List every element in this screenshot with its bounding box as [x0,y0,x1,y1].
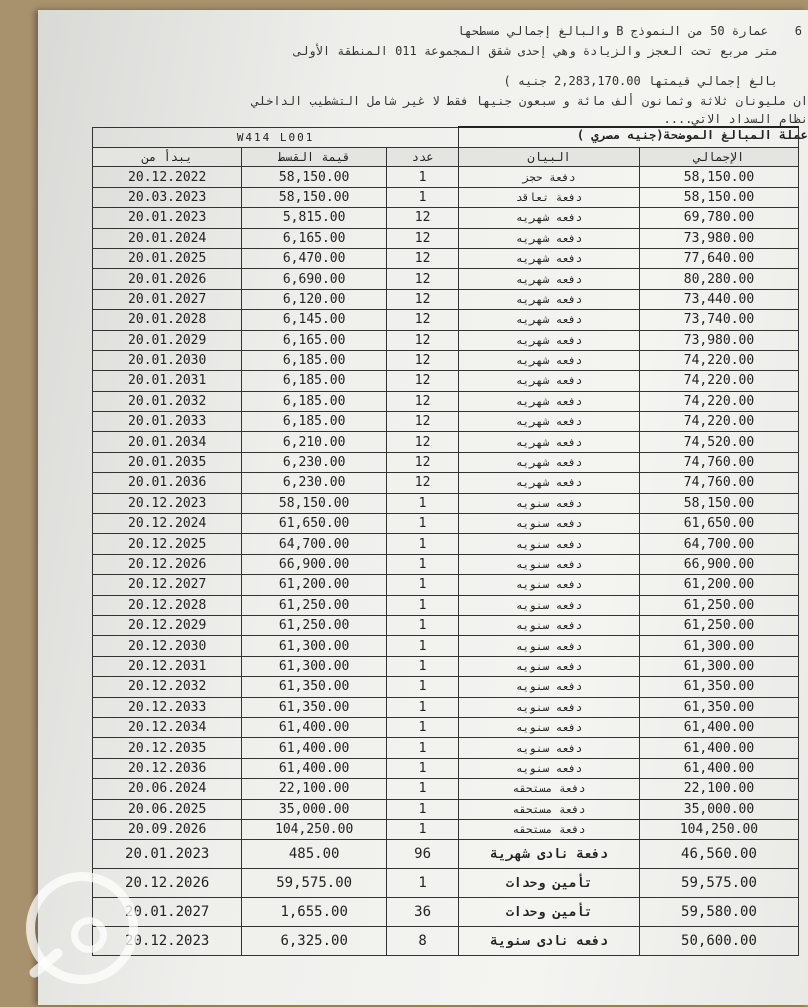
cell-total: 59,580.00 [639,898,798,927]
cell-start-date: 20.12.2026 [93,869,242,898]
table-row [93,779,799,799]
cell-count: 96 [386,840,458,869]
cell-installment-amount: 1,655.00 [242,898,387,927]
cell-total: 58,150.00 [639,167,798,187]
cell-total: 73,980.00 [639,228,798,248]
table-row [93,697,799,717]
cell-description: دفعة حجز [459,167,640,187]
cell-installment-amount: 61,350.00 [242,697,387,717]
table-row [93,412,799,432]
cell-total: 61,400.00 [639,738,798,758]
cell-count: 1 [386,758,458,778]
cell-count: 1 [386,738,458,758]
cell-description: دفعه سنويه [459,677,640,697]
cell-start-date: 20.12.2027 [93,575,242,595]
cell-description: دفعة نادى شهرية [459,840,640,869]
cell-description: دفعه سنويه [459,595,640,615]
cell-installment-amount: 6,470.00 [242,248,387,268]
cell-description: دفعة مستحقه [459,779,640,799]
cell-count: 1 [386,187,458,207]
cell-installment-amount: 61,300.00 [242,636,387,656]
cell-description: دفعه شهريه [459,330,640,350]
header-line-1c: عمارة 50 من النموذج B والبالغ إجمالي مسطحها [457,24,768,38]
cell-total: 61,400.00 [639,717,798,737]
cell-total: 61,400.00 [639,758,798,778]
cell-installment-amount: 22,100.00 [242,779,387,799]
cell-start-date: 20.12.2023 [93,493,242,513]
unit-codes: W414 L001 [93,127,459,148]
cell-count: 12 [386,371,458,391]
cell-total: 74,760.00 [639,473,798,493]
cell-description: دفعه شهريه [459,412,640,432]
cell-count: 12 [386,391,458,411]
column-header-description: البيان [459,148,640,167]
cell-total: 58,150.00 [639,187,798,207]
table-row [93,208,799,228]
cell-total: 77,640.00 [639,248,798,268]
cell-total: 74,220.00 [639,350,798,370]
cell-count: 12 [386,310,458,330]
cell-start-date: 20.09.2026 [93,819,242,839]
cell-total: 35,000.00 [639,799,798,819]
table-row [93,927,799,956]
cell-installment-amount: 58,150.00 [242,167,387,187]
cell-start-date: 20.01.2027 [93,898,242,927]
cell-start-date: 20.01.2028 [93,310,242,330]
header-line-1: متر مربع تحت العجز والزيادة وهي إحدى شقق المجموعة 011 المنطقة الأولى [293,44,778,58]
cell-installment-amount: 61,300.00 [242,656,387,676]
table-row [93,187,799,207]
cell-installment-amount: 6,230.00 [242,452,387,472]
column-header-date: يبدأ من [93,148,242,167]
cell-count: 12 [386,432,458,452]
table-row [93,656,799,676]
cell-description: دفعه سنويه [459,575,640,595]
cell-description: دفعه شهريه [459,269,640,289]
cell-start-date: 20.01.2033 [93,412,242,432]
cell-start-date: 20.01.2035 [93,452,242,472]
cell-installment-amount: 59,575.00 [242,869,387,898]
cell-count: 12 [386,412,458,432]
cell-count: 1 [386,779,458,799]
table-row [93,554,799,574]
cell-installment-amount: 35,000.00 [242,799,387,819]
cell-installment-amount: 6,120.00 [242,289,387,309]
table-header-row [93,148,799,167]
table-row [93,248,799,268]
table-row [93,869,799,898]
cell-count: 12 [386,350,458,370]
table-row [93,452,799,472]
cell-installment-amount: 6,185.00 [242,350,387,370]
cell-start-date: 20.12.2036 [93,758,242,778]
cell-total: 61,200.00 [639,575,798,595]
cell-count: 1 [386,534,458,554]
cell-count: 1 [386,869,458,898]
cell-description: دفعه شهريه [459,208,640,228]
cell-start-date: 20.01.2034 [93,432,242,452]
cell-total: 80,280.00 [639,269,798,289]
cell-total: 64,700.00 [639,534,798,554]
cell-start-date: 20.12.2023 [93,927,242,956]
cell-count: 1 [386,656,458,676]
cell-start-date: 20.12.2024 [93,514,242,534]
cell-installment-amount: 61,650.00 [242,514,387,534]
cell-description: دفعه سنويه [459,738,640,758]
cell-description: تأمين وحدات [459,898,640,927]
cell-count: 12 [386,330,458,350]
table-row [93,717,799,737]
cell-installment-amount: 61,350.00 [242,677,387,697]
cell-total: 66,900.00 [639,554,798,574]
cell-count: 1 [386,799,458,819]
cell-start-date: 20.12.2032 [93,677,242,697]
table-row [93,595,799,615]
cell-count: 1 [386,615,458,635]
cell-count: 1 [386,677,458,697]
table-row [93,738,799,758]
header-line-4: نظام السداد الاتي.... [663,112,808,126]
cell-installment-amount: 58,150.00 [242,493,387,513]
cell-total: 46,560.00 [639,840,798,869]
cell-count: 1 [386,697,458,717]
table-row [93,493,799,513]
cell-start-date: 20.12.2026 [93,554,242,574]
payment-schedule-table [92,126,799,956]
cell-description: دفعه شهريه [459,310,640,330]
cell-count: 12 [386,248,458,268]
cell-start-date: 20.01.2026 [93,269,242,289]
cell-start-date: 20.12.2035 [93,738,242,758]
table-row [93,473,799,493]
cell-count: 1 [386,636,458,656]
cell-start-date: 20.12.2025 [93,534,242,554]
cell-installment-amount: 5,815.00 [242,208,387,228]
table-row [93,269,799,289]
cell-installment-amount: 6,690.00 [242,269,387,289]
cell-total: 61,650.00 [639,514,798,534]
cell-description: دفعه شهريه [459,228,640,248]
cell-total: 61,350.00 [639,677,798,697]
cell-installment-amount: 6,325.00 [242,927,387,956]
cell-installment-amount: 61,200.00 [242,575,387,595]
cell-description: دفعه سنويه [459,493,640,513]
cell-count: 12 [386,228,458,248]
cell-description: دفعه سنويه [459,514,640,534]
cell-start-date: 20.01.2029 [93,330,242,350]
cell-total: 61,300.00 [639,636,798,656]
cell-count: 1 [386,819,458,839]
table-row [93,799,799,819]
cell-installment-amount: 6,185.00 [242,391,387,411]
cell-description: دفعه سنويه [459,656,640,676]
cell-total: 74,520.00 [639,432,798,452]
cell-count: 12 [386,269,458,289]
cell-start-date: 20.01.2023 [93,840,242,869]
table-row [93,330,799,350]
cell-total: 22,100.00 [639,779,798,799]
cell-description: دفعة مستحقه [459,819,640,839]
table-row [93,310,799,330]
cell-total: 69,780.00 [639,208,798,228]
cell-installment-amount: 6,165.00 [242,330,387,350]
cell-installment-amount: 6,165.00 [242,228,387,248]
cell-start-date: 20.01.2031 [93,371,242,391]
table-row [93,534,799,554]
cell-start-date: 20.01.2036 [93,473,242,493]
cell-description: تأمين وحدات [459,869,640,898]
column-header-total: الإجمالي [639,148,798,167]
cell-description: دفعه شهريه [459,289,640,309]
cell-start-date: 20.01.2025 [93,248,242,268]
cell-installment-amount: 64,700.00 [242,534,387,554]
cell-start-date: 20.12.2031 [93,656,242,676]
table-row [93,615,799,635]
cell-start-date: 20.12.2022 [93,167,242,187]
cell-total: 58,150.00 [639,493,798,513]
cell-total: 61,250.00 [639,595,798,615]
cell-description: دفعه سنويه [459,636,640,656]
table-row [93,840,799,869]
header-line-1b: 6 [794,24,802,38]
cell-description: دفعه سنويه [459,717,640,737]
cell-description: دفعة تعاقد [459,187,640,207]
cell-total: 74,220.00 [639,391,798,411]
cell-description: دفعه نادى سنوية [459,927,640,956]
cell-description: دفعه سنويه [459,615,640,635]
cell-description: دفعه شهريه [459,432,640,452]
cell-installment-amount: 6,145.00 [242,310,387,330]
table-row [93,575,799,595]
column-header-amount: قيمة القسط [242,148,387,167]
cell-start-date: 20.06.2024 [93,779,242,799]
cell-total: 59,575.00 [639,869,798,898]
cell-description: دفعة مستحقه [459,799,640,819]
cell-description: دفعه شهريه [459,452,640,472]
cell-start-date: 20.12.2033 [93,697,242,717]
codes-row-blank [459,127,799,148]
cell-count: 1 [386,595,458,615]
cell-total: 50,600.00 [639,927,798,956]
cell-start-date: 20.01.2032 [93,391,242,411]
table-row [93,289,799,309]
cell-total: 74,760.00 [639,452,798,472]
cell-installment-amount: 6,230.00 [242,473,387,493]
cell-total: 61,350.00 [639,697,798,717]
cell-installment-amount: 61,250.00 [242,615,387,635]
cell-total: 61,300.00 [639,656,798,676]
cell-installment-amount: 66,900.00 [242,554,387,574]
cell-total: 73,440.00 [639,289,798,309]
cell-installment-amount: 6,210.00 [242,432,387,452]
cell-start-date: 20.01.2024 [93,228,242,248]
cell-installment-amount: 6,185.00 [242,412,387,432]
cell-description: دفعه شهريه [459,371,640,391]
cell-installment-amount: 61,400.00 [242,738,387,758]
cell-count: 12 [386,289,458,309]
cell-count: 1 [386,514,458,534]
cell-start-date: 20.01.2027 [93,289,242,309]
table-row [93,432,799,452]
cell-description: دفعه شهريه [459,248,640,268]
cell-total: 74,220.00 [639,412,798,432]
cell-start-date: 20.12.2028 [93,595,242,615]
table-row [93,228,799,248]
cell-description: دفعه سنويه [459,534,640,554]
currency-note: عملة المبالغ الموضحة(جنيه مصري ) [576,128,808,142]
contract-header [38,10,808,130]
cell-count: 1 [386,493,458,513]
table-row [93,758,799,778]
cell-count: 1 [386,167,458,187]
cell-total: 104,250.00 [639,819,798,839]
cell-start-date: 20.12.2034 [93,717,242,737]
cell-installment-amount: 61,400.00 [242,758,387,778]
cell-installment-amount: 6,185.00 [242,371,387,391]
cell-description: دفعه سنويه [459,554,640,574]
table-row [93,371,799,391]
table-row [93,898,799,927]
table-row [93,167,799,187]
cell-installment-amount: 61,400.00 [242,717,387,737]
cell-count: 1 [386,575,458,595]
cell-description: دفعه سنويه [459,697,640,717]
cell-start-date: 20.12.2029 [93,615,242,635]
cell-installment-amount: 485.00 [242,840,387,869]
cell-count: 12 [386,473,458,493]
header-line-2: بالغ إجمالي قيمتها 2,283,170.00 جنيه ) [503,74,778,88]
cell-total: 61,250.00 [639,615,798,635]
cell-count: 12 [386,452,458,472]
header-line-3: ان مليونان ثلاثة وثمانون ألف مائة و سبعون جنيها فقط لا غير شامل التشطيب الداخلي [251,94,808,108]
cell-count: 8 [386,927,458,956]
table-row [93,350,799,370]
cell-start-date: 20.06.2025 [93,799,242,819]
cell-installment-amount: 61,250.00 [242,595,387,615]
table-codes-row [93,127,799,148]
table-row [93,677,799,697]
cell-total: 73,980.00 [639,330,798,350]
cell-count: 1 [386,717,458,737]
cell-start-date: 20.12.2030 [93,636,242,656]
table-row [93,636,799,656]
cell-total: 74,220.00 [639,371,798,391]
cell-description: دفعه شهريه [459,473,640,493]
cell-count: 12 [386,208,458,228]
column-header-count: عدد [386,148,458,167]
cell-start-date: 20.01.2030 [93,350,242,370]
table-row [93,819,799,839]
cell-description: دفعه سنويه [459,758,640,778]
cell-start-date: 20.03.2023 [93,187,242,207]
table-body [93,167,799,956]
cell-start-date: 20.01.2023 [93,208,242,228]
cell-description: دفعه شهريه [459,350,640,370]
cell-total: 73,740.00 [639,310,798,330]
cell-installment-amount: 104,250.00 [242,819,387,839]
table-row [93,514,799,534]
cell-description: دفعه شهريه [459,391,640,411]
table-row [93,391,799,411]
cell-count: 36 [386,898,458,927]
cell-installment-amount: 58,150.00 [242,187,387,207]
cell-count: 1 [386,554,458,574]
